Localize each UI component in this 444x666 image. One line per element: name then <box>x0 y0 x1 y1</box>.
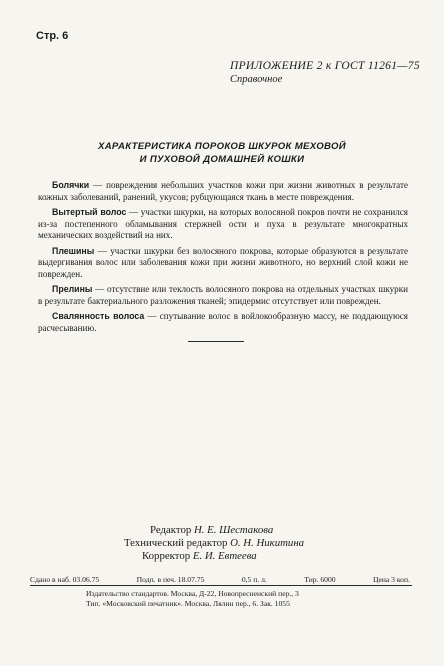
definition-text: — повреждения небольших участков кожи при жизни животных в результате кожных заболеваний, ранений, укусов; рубцующаяся ткань в месте повреждения. <box>38 180 408 202</box>
definition-term: Болячки <box>52 180 90 190</box>
tech-editor-name: О. Н. Никитина <box>230 537 305 549</box>
reference-label: Справочное <box>230 74 283 85</box>
definition-item <box>38 180 408 203</box>
tech-editor-role: Технический редактор <box>124 537 228 549</box>
definition-term: Вытертый волос <box>52 207 127 217</box>
definition-item <box>38 284 408 307</box>
editor-role: Редактор <box>150 524 192 536</box>
definition-item <box>38 207 408 242</box>
definition-item <box>38 246 408 281</box>
editor-line <box>150 524 273 536</box>
definition-term: Плешины <box>52 245 95 256</box>
document-title-line2: И ПУХОВОЙ ДОМАШНЕЙ КОШКИ <box>139 154 305 165</box>
definitions-list <box>38 180 408 338</box>
corrector-name: Е. И. Евтеева <box>192 550 257 562</box>
imprint-details <box>30 575 410 584</box>
imprint-run: Тир. 6000 <box>304 575 336 584</box>
appendix-heading: ПРИЛОЖЕНИЕ 2 к ГОСТ 11261—75 <box>230 60 420 72</box>
section-divider <box>188 341 244 342</box>
definition-term: Свалянность волоса <box>52 311 145 321</box>
editor-name: Н. Е. Шестакова <box>193 524 274 536</box>
imprint-price: Цена 3 коп. <box>373 575 410 584</box>
corrector-role: Корректор <box>142 550 191 562</box>
publisher-line: Издательство стандартов. Москва, Д-22, Новопресненский пер., 3 <box>86 589 299 598</box>
tech-editor-line <box>124 537 304 549</box>
definition-text: — спутывание волос в войлокообразную массу, не поддающуюся расчесыванию. <box>38 311 408 333</box>
definition-item <box>38 311 408 334</box>
imprint-divider <box>30 585 412 586</box>
document-title-line1: ХАРАКТЕРИСТИКА ПОРОКОВ ШКУРОК МЕХОВОЙ <box>98 141 346 152</box>
printer-line: Тип. «Московский печатник». Москва, Лялин пер., 6. Зак. 1055 <box>86 599 290 608</box>
page-number: Стр. 6 <box>36 30 69 42</box>
definition-text: — отсутствие или теклость волосяного покрова на отдельных участках шкурки в результате бактериального разложения тканей; эпидермис отсутствует или поврежден. <box>38 284 408 306</box>
definition-text: — участки шкурки, на которых волосяной покров почти не сохранился из-за постепенного обламывания стержней ости и пуха в результате многократных механических воздействий на них. <box>38 207 408 240</box>
imprint-sheets: 0,5 п. л. <box>241 575 267 584</box>
corrector-line <box>142 550 257 562</box>
definition-text: — участки шкурки без волосяного покрова, которые образуются в результате выдергивания волос или заболевания кожи при жизни животного, но верхний слой кожи не поврежден. <box>38 245 408 279</box>
imprint-sent: Сдано в наб. 03.06.75 <box>30 575 100 584</box>
imprint-signed: Подп. в печ. 18.07.75 <box>136 575 205 584</box>
definition-term: Прелины <box>52 284 93 294</box>
